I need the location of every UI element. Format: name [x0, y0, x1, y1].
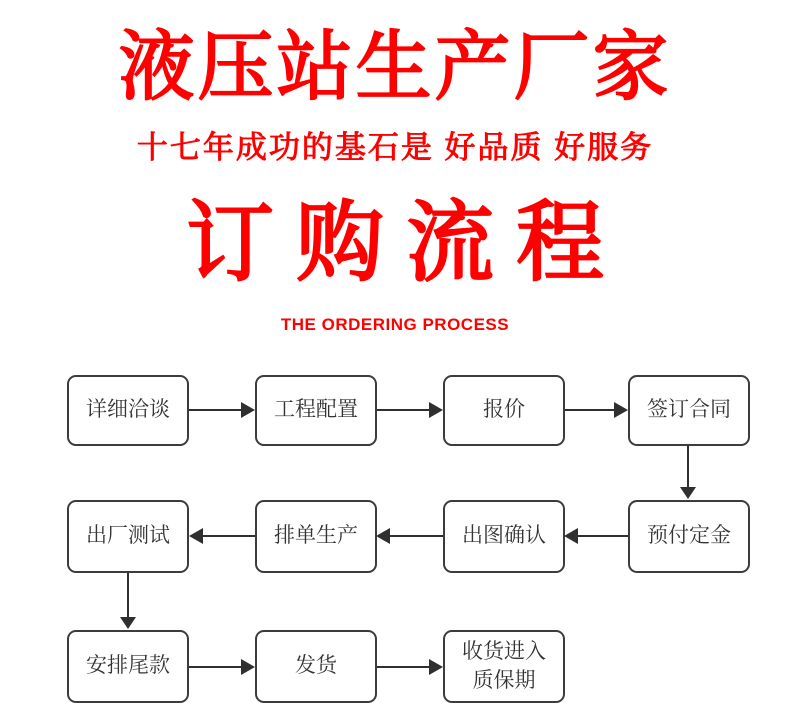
- flow-step-project-configuration: 工程配置: [255, 375, 377, 446]
- arrow-down-icon: [127, 573, 129, 617]
- arrow-left-icon: [203, 535, 255, 537]
- section-title: 订购流程: [185, 193, 626, 292]
- arrow-right-icon: [565, 409, 614, 411]
- flow-step-shipping: 发货: [255, 630, 377, 703]
- flow-step-drawing-confirmation: 出图确认: [443, 500, 565, 573]
- arrow-right-icon: [189, 666, 241, 668]
- flow-step-sign-contract: 签订合同: [628, 375, 750, 446]
- arrow-right-icon: [377, 409, 429, 411]
- arrow-right-icon: [377, 666, 429, 668]
- flow-step-factory-testing: 出厂测试: [67, 500, 189, 573]
- arrow-down-icon: [687, 446, 689, 487]
- arrow-left-icon: [578, 535, 628, 537]
- flow-step-balance-payment: 安排尾款: [67, 630, 189, 703]
- flow-step-prepay-deposit: 预付定金: [628, 500, 750, 573]
- arrow-right-icon: [189, 409, 241, 411]
- flow-step-detailed-negotiation: 详细洽谈: [67, 375, 189, 446]
- page-title: 液压站生产厂家: [118, 25, 672, 110]
- flow-step-receive-warranty: 收货进入质保期: [443, 630, 565, 703]
- page-subtitle: 十七年成功的基石是 好品质 好服务: [136, 130, 654, 165]
- arrow-left-icon: [390, 535, 443, 537]
- section-subtitle-en: THE ORDERING PROCESS: [280, 315, 510, 334]
- flow-step-production-scheduling: 排单生产: [255, 500, 377, 573]
- flow-step-quotation: 报价: [443, 375, 565, 446]
